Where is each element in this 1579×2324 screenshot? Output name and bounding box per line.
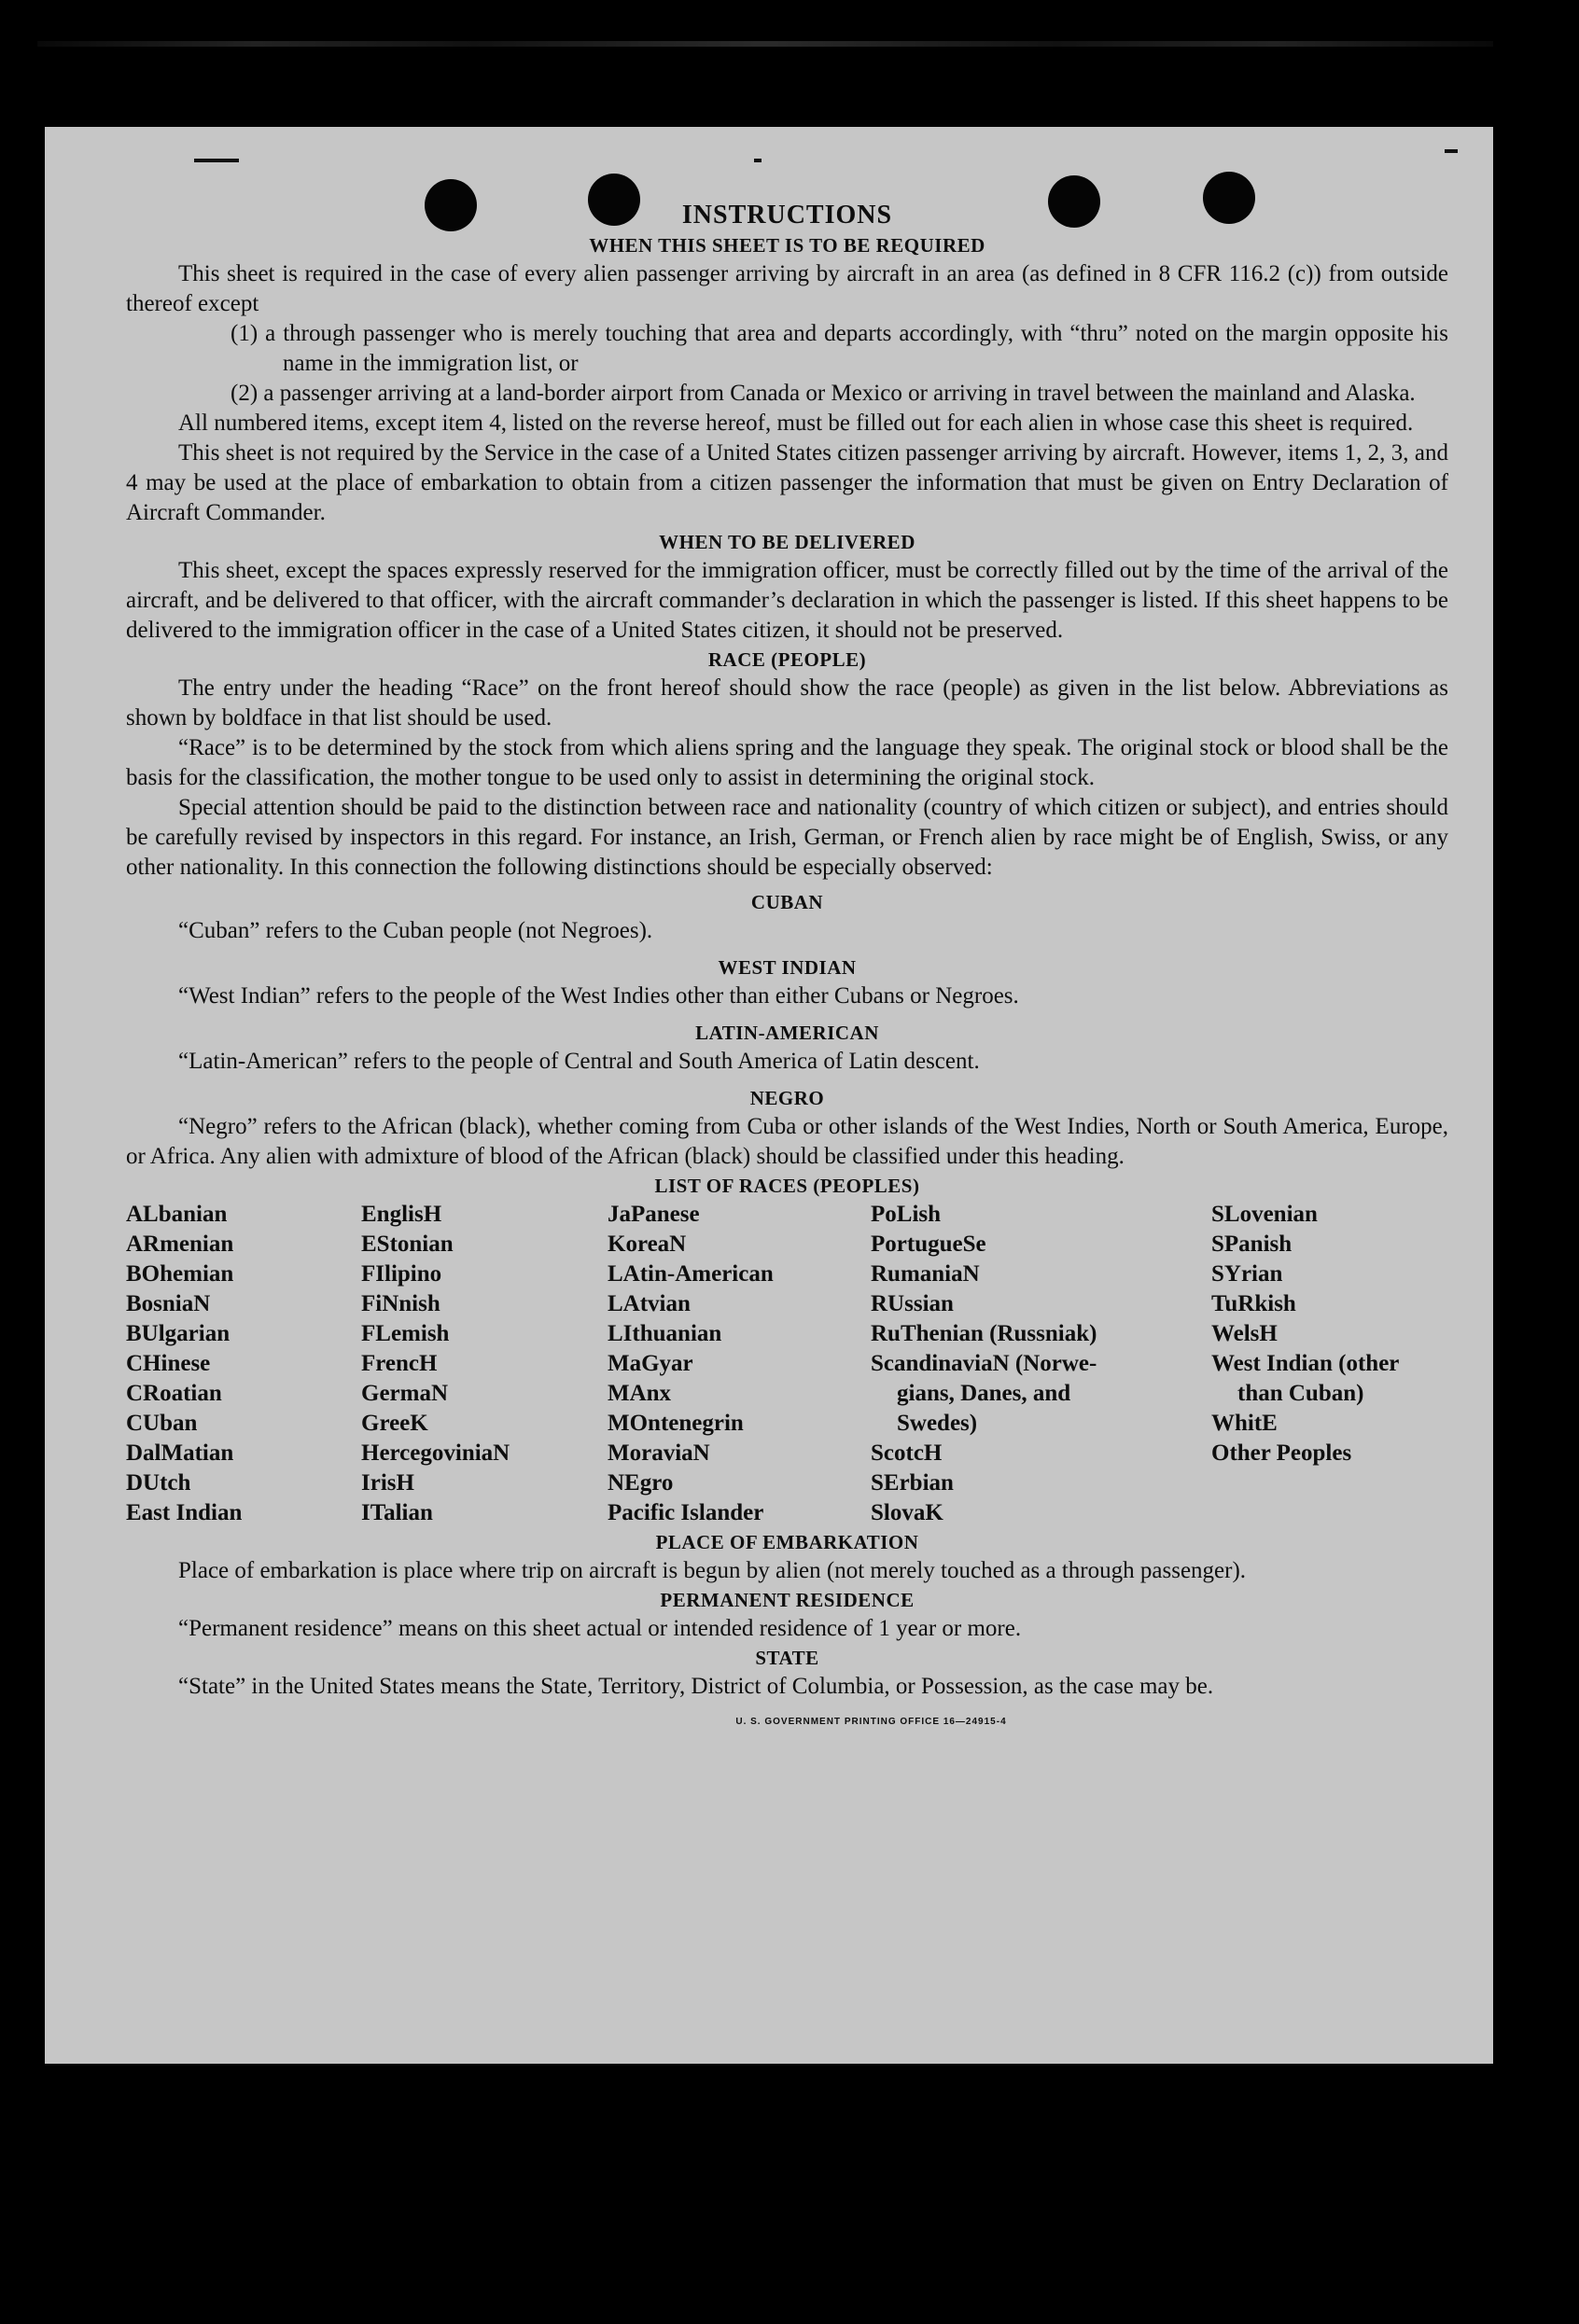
race-entry: FIlipino bbox=[361, 1261, 442, 1287]
section-heading-list-of-races: LIST OF RACES (PEOPLES) bbox=[654, 1175, 920, 1197]
scan-mark bbox=[754, 159, 762, 162]
document-sheet bbox=[45, 127, 1493, 2064]
section-heading-permanent-residence: PERMANENT RESIDENCE bbox=[660, 1589, 915, 1611]
race-entry: ScotcH bbox=[871, 1440, 943, 1466]
race-entry: ARmenian bbox=[126, 1232, 234, 1257]
scan-mark bbox=[194, 159, 239, 162]
race-entry: RuThenian (Russniak) bbox=[871, 1321, 1097, 1346]
list-item: (2) a passenger arriving at a land-border airport from Canada or Mexico or arriving in travel between the mainland and Alaska. bbox=[231, 381, 1416, 406]
race-entry: EStonian bbox=[361, 1232, 454, 1257]
race-entry: EnglisH bbox=[361, 1202, 442, 1227]
section-heading-when-required: WHEN THIS SHEET IS TO BE REQUIRED bbox=[589, 234, 985, 257]
race-entry: GermaN bbox=[361, 1381, 449, 1406]
list-item: (1) a through passenger who is merely touching that area and departs accordingly, with “thru” noted on the margin opposite his name in the immigration list, or bbox=[231, 321, 1448, 376]
races-column-5 bbox=[1211, 1200, 1448, 1528]
paragraph: This sheet, except the spaces expressly reserved for the immigration officer, must be correctly filled out by the time of the arrival of the aircraft, and be delivered to that officer, with the aircraft commander’s declaration in which the passenger is listed. If this sheet happens to be delivered to the immigration officer in the case of a United States citizen, it should not be preserved. bbox=[126, 558, 1448, 643]
race-entry: SErbian bbox=[871, 1470, 954, 1496]
paragraph: “Race” is to be determined by the stock from which aliens spring and the language they speak. The original stock or blood shall be the basis for the classification, the mother tongue to be used only to assist in determining the original stock. bbox=[126, 735, 1448, 790]
race-entry: WhitE bbox=[1211, 1411, 1278, 1436]
race-entry: SLovenian bbox=[1211, 1202, 1318, 1227]
race-entry: IrisH bbox=[361, 1470, 414, 1496]
race-entry: West Indian (other bbox=[1211, 1351, 1400, 1376]
paragraph: “State” in the United States means the State, Territory, District of Columbia, or Possession, as the case may be. bbox=[178, 1674, 1214, 1699]
instructions-content bbox=[126, 200, 1448, 1746]
race-entry: Other Peoples bbox=[1211, 1440, 1352, 1466]
race-entry: MOntenegrin bbox=[608, 1411, 744, 1436]
race-entry: RUssian bbox=[871, 1291, 954, 1316]
race-entry: ITalian bbox=[361, 1500, 433, 1525]
paragraph: This sheet is required in the case of every alien passenger arriving by aircraft in an area (as defined in 8 CFR 116.2 (c)) from outside thereof except bbox=[126, 261, 1448, 316]
race-entry: ALbanian bbox=[126, 1202, 228, 1227]
race-entry: GreeK bbox=[361, 1411, 428, 1436]
race-entry: FiNnish bbox=[361, 1291, 440, 1316]
printer-imprint: U. S. GOVERNMENT PRINTING OFFICE 16—24915-4 bbox=[735, 1717, 1007, 1727]
paragraph: “Latin-American” refers to the people of Central and South America of Latin descent. bbox=[178, 1049, 980, 1074]
race-entry: MAnx bbox=[608, 1381, 672, 1406]
race-entry: CRoatian bbox=[126, 1381, 222, 1406]
race-entry-continuation: than Cuban) bbox=[1237, 1381, 1364, 1406]
race-entry: SYrian bbox=[1211, 1261, 1283, 1287]
race-entry: FrencH bbox=[361, 1351, 438, 1376]
race-entry: BUlgarian bbox=[126, 1321, 231, 1346]
section-heading-state: STATE bbox=[755, 1647, 819, 1669]
section-heading-race: RACE (PEOPLE) bbox=[707, 648, 867, 671]
paragraph: “West Indian” refers to the people of the West Indies other than either Cubans or Negroes. bbox=[178, 983, 1019, 1009]
section-heading-negro: NEGRO bbox=[749, 1087, 825, 1109]
race-entry: ScandinaviaN (Norwe- bbox=[871, 1351, 1097, 1376]
race-entry: KoreaN bbox=[608, 1232, 687, 1257]
scan-edge bbox=[37, 41, 1493, 47]
race-entry: LAtvian bbox=[608, 1291, 691, 1316]
race-entry: JaPanese bbox=[608, 1202, 700, 1227]
race-entry: PoLish bbox=[871, 1202, 942, 1227]
section-heading-latin-american: LATIN-AMERICAN bbox=[695, 1022, 879, 1044]
races-column-2 bbox=[361, 1200, 608, 1528]
race-entry-continuation: Swedes) bbox=[897, 1411, 978, 1436]
race-entry: CHinese bbox=[126, 1351, 211, 1376]
paragraph: The entry under the heading “Race” on the front hereof should show the race (people) as given in the list below. Abbreviations as shown by boldface in that list should be used. bbox=[126, 675, 1448, 731]
paragraph: This sheet is not required by the Service in the case of a United States citizen passenger arriving by aircraft. However, items 1, 2, 3, and 4 may be used at the place of embarkation to obtain from a citizen passenger the information that must be given on Entry Declaration of Aircraft Commander. bbox=[126, 440, 1448, 525]
race-entry: East Indian bbox=[126, 1500, 243, 1525]
scan-mark bbox=[1445, 149, 1458, 153]
race-entry: BosniaN bbox=[126, 1291, 211, 1316]
races-column-4 bbox=[871, 1200, 1211, 1528]
race-entry: MoraviaN bbox=[608, 1440, 710, 1466]
race-entry: DUtch bbox=[126, 1470, 191, 1496]
race-entry: LAtin-American bbox=[608, 1261, 774, 1287]
races-column-3 bbox=[608, 1200, 871, 1528]
race-entry: FLemish bbox=[361, 1321, 450, 1346]
race-entry: TuRkish bbox=[1211, 1291, 1296, 1316]
section-heading-delivered: WHEN TO BE DELIVERED bbox=[659, 531, 915, 553]
paragraph: Place of embarkation is place where trip on aircraft is begun by alien (not merely touched as a through passenger). bbox=[178, 1558, 1247, 1583]
races-column-1 bbox=[126, 1200, 361, 1528]
paragraph: All numbered items, except item 4, listed on the reverse hereof, must be filled out for each alien in whose case this sheet is required. bbox=[178, 411, 1414, 436]
race-entry: RumaniaN bbox=[871, 1261, 980, 1287]
paragraph: “Permanent residence” means on this sheet actual or intended residence of 1 year or more. bbox=[178, 1616, 1022, 1641]
race-entry: HercegoviniaN bbox=[361, 1440, 510, 1466]
race-entry: WelsH bbox=[1211, 1321, 1278, 1346]
races-list bbox=[126, 1200, 1448, 1528]
race-entry: MaGyar bbox=[608, 1351, 693, 1376]
page-title: INSTRUCTIONS bbox=[681, 201, 893, 230]
section-heading-embarkation: PLACE OF EMBARKATION bbox=[655, 1531, 919, 1553]
race-entry-continuation: gians, Danes, and bbox=[897, 1381, 1071, 1406]
race-entry: LIthuanian bbox=[608, 1321, 722, 1346]
section-heading-cuban: CUBAN bbox=[750, 891, 824, 913]
paragraph: “Cuban” refers to the Cuban people (not Negroes). bbox=[178, 918, 653, 943]
race-entry: NEgro bbox=[608, 1470, 674, 1496]
paragraph: “Negro” refers to the African (black), whether coming from Cuba or other islands of the West Indies, North or South America, Europe, or Africa. Any alien with admixture of blood of the African (black) should be classified under this heading. bbox=[126, 1114, 1448, 1169]
race-entry: DalMatian bbox=[126, 1440, 234, 1466]
race-entry: Pacific Islander bbox=[608, 1500, 764, 1525]
paragraph: Special attention should be paid to the distinction between race and nationality (country of which citizen or subject), and entries should be carefully revised by inspectors in this regard. For instance, an Irish, German, or French alien by race might be of English, Swiss, or any other nationality. In this connection the following distinctions should be especially observed: bbox=[126, 795, 1448, 880]
race-entry: CUban bbox=[126, 1411, 198, 1436]
race-entry: BOhemian bbox=[126, 1261, 234, 1287]
race-entry: PortugueSe bbox=[871, 1232, 986, 1257]
race-entry: SPanish bbox=[1211, 1232, 1293, 1257]
section-heading-west-indian: WEST INDIAN bbox=[718, 956, 857, 979]
race-entry: SlovaK bbox=[871, 1500, 943, 1525]
